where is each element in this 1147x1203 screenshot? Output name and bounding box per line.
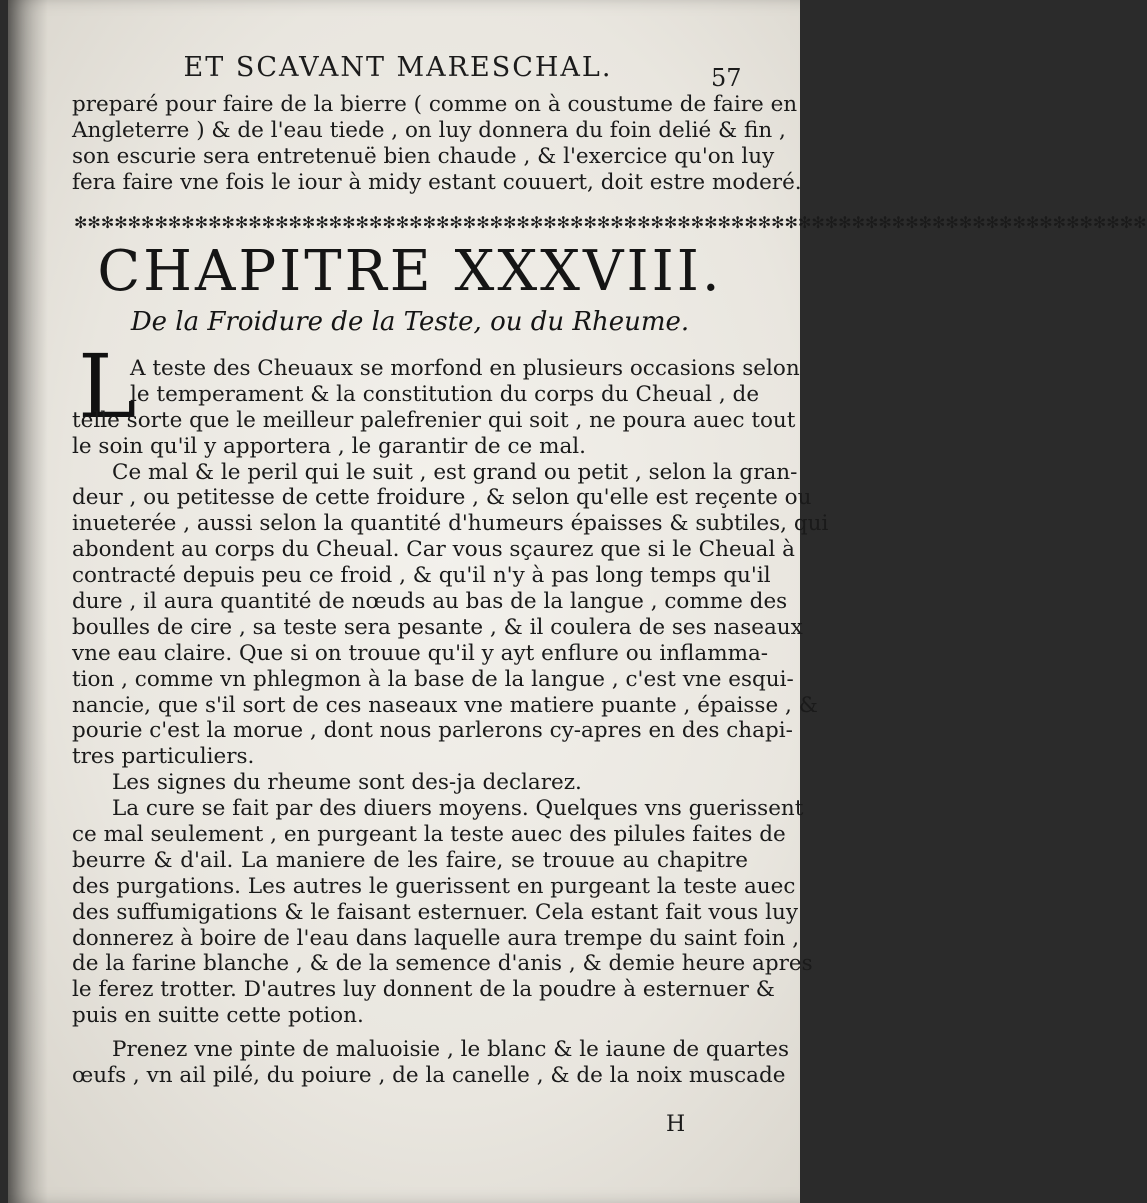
text-line: nancie, que s'il sort de ces naseaux vne matiere puante , épaisse , & xyxy=(72,692,818,718)
signature-mark: H xyxy=(666,1112,686,1137)
text-line: son escurie sera entretenuë bien chaude , & l'exercice qu'on luy xyxy=(72,143,775,169)
text-line: Prenez vne pinte de maluoisie , le blanc & le iaune de quartes xyxy=(112,1037,790,1063)
text-line: abondent au corps du Cheual. Car vous sçaurez que si le Cheual à xyxy=(72,537,795,563)
text-line: boulles de cire , sa teste sera pesante , & il coulera de ses naseaux xyxy=(72,614,803,640)
text-line: dure , il aura quantité de nœuds au bas de la langue , comme des xyxy=(72,589,788,615)
text-line: des suffumigations & le faisant esternuer. Cela estant fait vous luy xyxy=(72,899,799,925)
running-head: ET SCAVANT MARESCHAL. xyxy=(183,52,613,83)
drop-cap: L xyxy=(78,335,137,438)
text-line: ce mal seulement , en purgeant la teste auec des pilules faites de xyxy=(72,822,786,848)
text-line: telle sorte que le meilleur palefrenier qui soit , ne poura auec tout xyxy=(72,407,796,433)
text-line: le soin qu'il y apportera , le garantir de ce mal. xyxy=(72,433,587,459)
binding-shadow xyxy=(8,0,48,1203)
text-line: tres particuliers. xyxy=(72,744,255,770)
body-text xyxy=(72,356,829,1089)
text-line: contracté depuis peu ce froid , & qu'il n'y à pas long temps qu'il xyxy=(72,563,771,589)
text-line: pourie c'est la morue , dont nous parlerons cy-apres en des chapi- xyxy=(72,718,793,744)
text-line: fera faire vne fois le iour à midy estant couuert, doit estre moderé. xyxy=(72,169,802,195)
text-line: beurre & d'ail. La maniere de les faire, se trouue au chapitre xyxy=(72,847,748,873)
text-line: de la farine blanche , & de la semence d'anis , & demie heure apres xyxy=(72,951,813,977)
text-line: le temperament & la constitution du corps du Cheual , de xyxy=(130,381,760,407)
text-line: œufs , vn ail pilé, du poiure , de la canelle , & de la noix muscade xyxy=(72,1063,786,1089)
text-line: puis en suitte cette potion. xyxy=(72,1003,364,1029)
page-number: 57 xyxy=(711,64,742,92)
chapter-title: CHAPITRE XXXVIII. xyxy=(97,239,723,304)
text-line: le ferez trotter. D'autres luy donnent de la poudre à esternuer & xyxy=(72,977,775,1003)
text-line: tion , comme vn phlegmon à la base de la langue , c'est vne esqui- xyxy=(72,666,794,692)
text-line: vne eau claire. Que si on trouue qu'il y ayt enflure ou inflamma- xyxy=(72,640,769,666)
text-line: La cure se fait par des diuers moyens. Quelques vns guerissent xyxy=(112,796,804,822)
text-line: des purgations. Les autres le guerissent en purgeant la teste auec xyxy=(72,873,796,899)
text-line: preparé pour faire de la bierre ( comme on à coustume de faire en xyxy=(72,92,798,117)
book-page xyxy=(8,0,1147,1203)
top-paragraph xyxy=(72,92,802,196)
text-line: deur , ou petitesse de cette froidure , & selon qu'elle est reçente ou xyxy=(72,485,812,511)
text-line: inueterée , aussi selon la quantité d'humeurs épaisses & subtiles, qui xyxy=(72,511,829,537)
ornament-rule: ✻✻✻✻✻✻✻✻✻✻✻✻✻✻✻✻✻✻✻✻✻✻✻✻✻✻✻✻✻✻✻✻✻✻✻✻✻✻✻✻✻✻✻✻✻✻✻✻✻✻✻✻✻✻✻✻✻✻✻✻✻✻✻✻✻✻✻✻✻✻✻✻✻✻✻✻✻✻✻✻ xyxy=(74,213,1147,232)
text-line: donnerez à boire de l'eau dans laquelle aura trempe du saint foin , xyxy=(72,925,800,951)
text-line: A teste des Cheuaux se morfond en plusieurs occasions selon xyxy=(130,356,800,381)
text-line: Angleterre ) & de l'eau tiede , on luy donnera du foin delié & fin , xyxy=(72,117,786,143)
text-line: Ce mal & le peril qui le suit , est grand ou petit , selon la gran- xyxy=(112,459,798,485)
paragraph-gap xyxy=(72,1029,748,1037)
chapter-subtitle: De la Froidure de la Teste, ou du Rheume. xyxy=(130,307,690,337)
text-line: Les signes du rheume sont des-ja declarez. xyxy=(112,770,582,796)
